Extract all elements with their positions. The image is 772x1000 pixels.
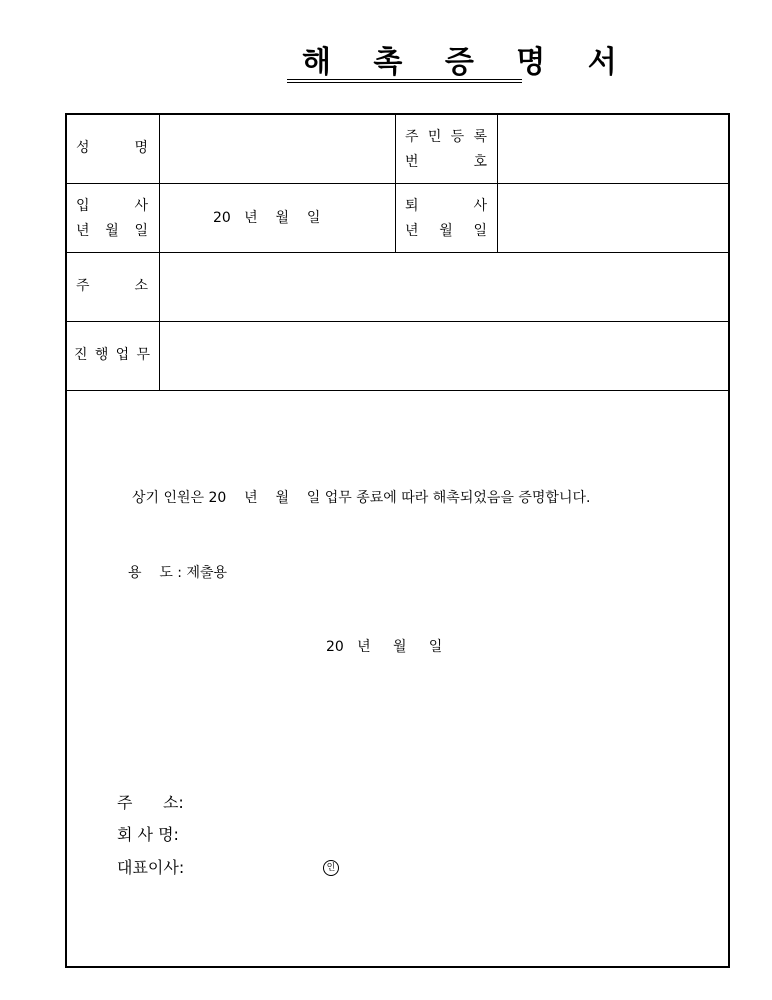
work-label-char: 진 (74, 347, 88, 363)
rrn-label-char: 등 (450, 129, 465, 145)
title-underline-top (287, 79, 522, 80)
company-name-label: 회 사 명: (117, 825, 179, 844)
row-divider-4 (65, 390, 730, 391)
name-label-char: 명 (134, 140, 148, 156)
work-label-char: 업 (115, 347, 130, 363)
work-label-char: 행 (94, 347, 109, 363)
join-date-value[interactable]: 20 년 월 일 (213, 210, 321, 226)
company-address-label: 주 소: (117, 793, 184, 812)
work-label-char: 무 (136, 347, 150, 363)
rrn-label-char: 주 (405, 129, 419, 145)
leave-label-line1 (405, 195, 487, 217)
join-label-line2 (76, 220, 148, 242)
address-label-char: 소 (134, 278, 148, 294)
certification-statement: 상기 인원은 20 년 월 일 업무 종료에 따라 해촉되었음을 증명합니다. (132, 490, 591, 506)
issue-date: 20 년 월 일 (326, 639, 443, 655)
address-label-char: 주 (76, 278, 90, 294)
leave-date-field[interactable] (500, 187, 722, 249)
rrn-label-char: 록 (473, 129, 487, 145)
join-label-char: 년 (76, 223, 90, 239)
document-title: 해 촉 증 명 서 (302, 45, 633, 80)
work-value-field[interactable] (162, 325, 722, 387)
purpose-line: 용 도 : 제출용 (128, 565, 228, 581)
join-label-line1 (76, 195, 148, 217)
leave-label-char: 일 (473, 223, 487, 239)
leave-label-char: 년 (405, 223, 419, 239)
name-value-field[interactable] (162, 118, 392, 180)
leave-label-char: 사 (473, 198, 487, 214)
name-label (76, 137, 148, 159)
middle-column-divider-right (497, 115, 498, 252)
leave-label-char: 월 (439, 223, 453, 239)
join-label-char: 일 (134, 223, 148, 239)
name-label-char: 성 (76, 140, 90, 156)
rrn-label-line2 (405, 151, 487, 173)
rrn-label-char: 민 (427, 129, 442, 145)
rrn-label-line1 (405, 126, 487, 148)
join-label-char: 사 (134, 198, 148, 214)
join-label-char: 월 (105, 223, 119, 239)
work-label (74, 344, 150, 366)
row-divider-1 (65, 183, 730, 184)
label-column-divider (159, 115, 160, 390)
rrn-label-char: 호 (473, 154, 487, 170)
row-divider-3 (65, 321, 730, 322)
ceo-label: 대표이사: (117, 858, 185, 877)
title-underline-bottom (287, 82, 522, 83)
rrn-label-char: 번 (405, 154, 419, 170)
leave-label-char: 퇴 (405, 198, 419, 214)
address-value-field[interactable] (162, 256, 722, 318)
leave-label-line2 (405, 220, 487, 242)
rrn-value-field[interactable] (500, 118, 722, 180)
address-label (76, 275, 148, 297)
row-divider-2 (65, 252, 730, 253)
seal-mark-icon: 인 (323, 860, 339, 876)
join-label-char: 입 (76, 198, 90, 214)
middle-column-divider-left (395, 115, 396, 252)
